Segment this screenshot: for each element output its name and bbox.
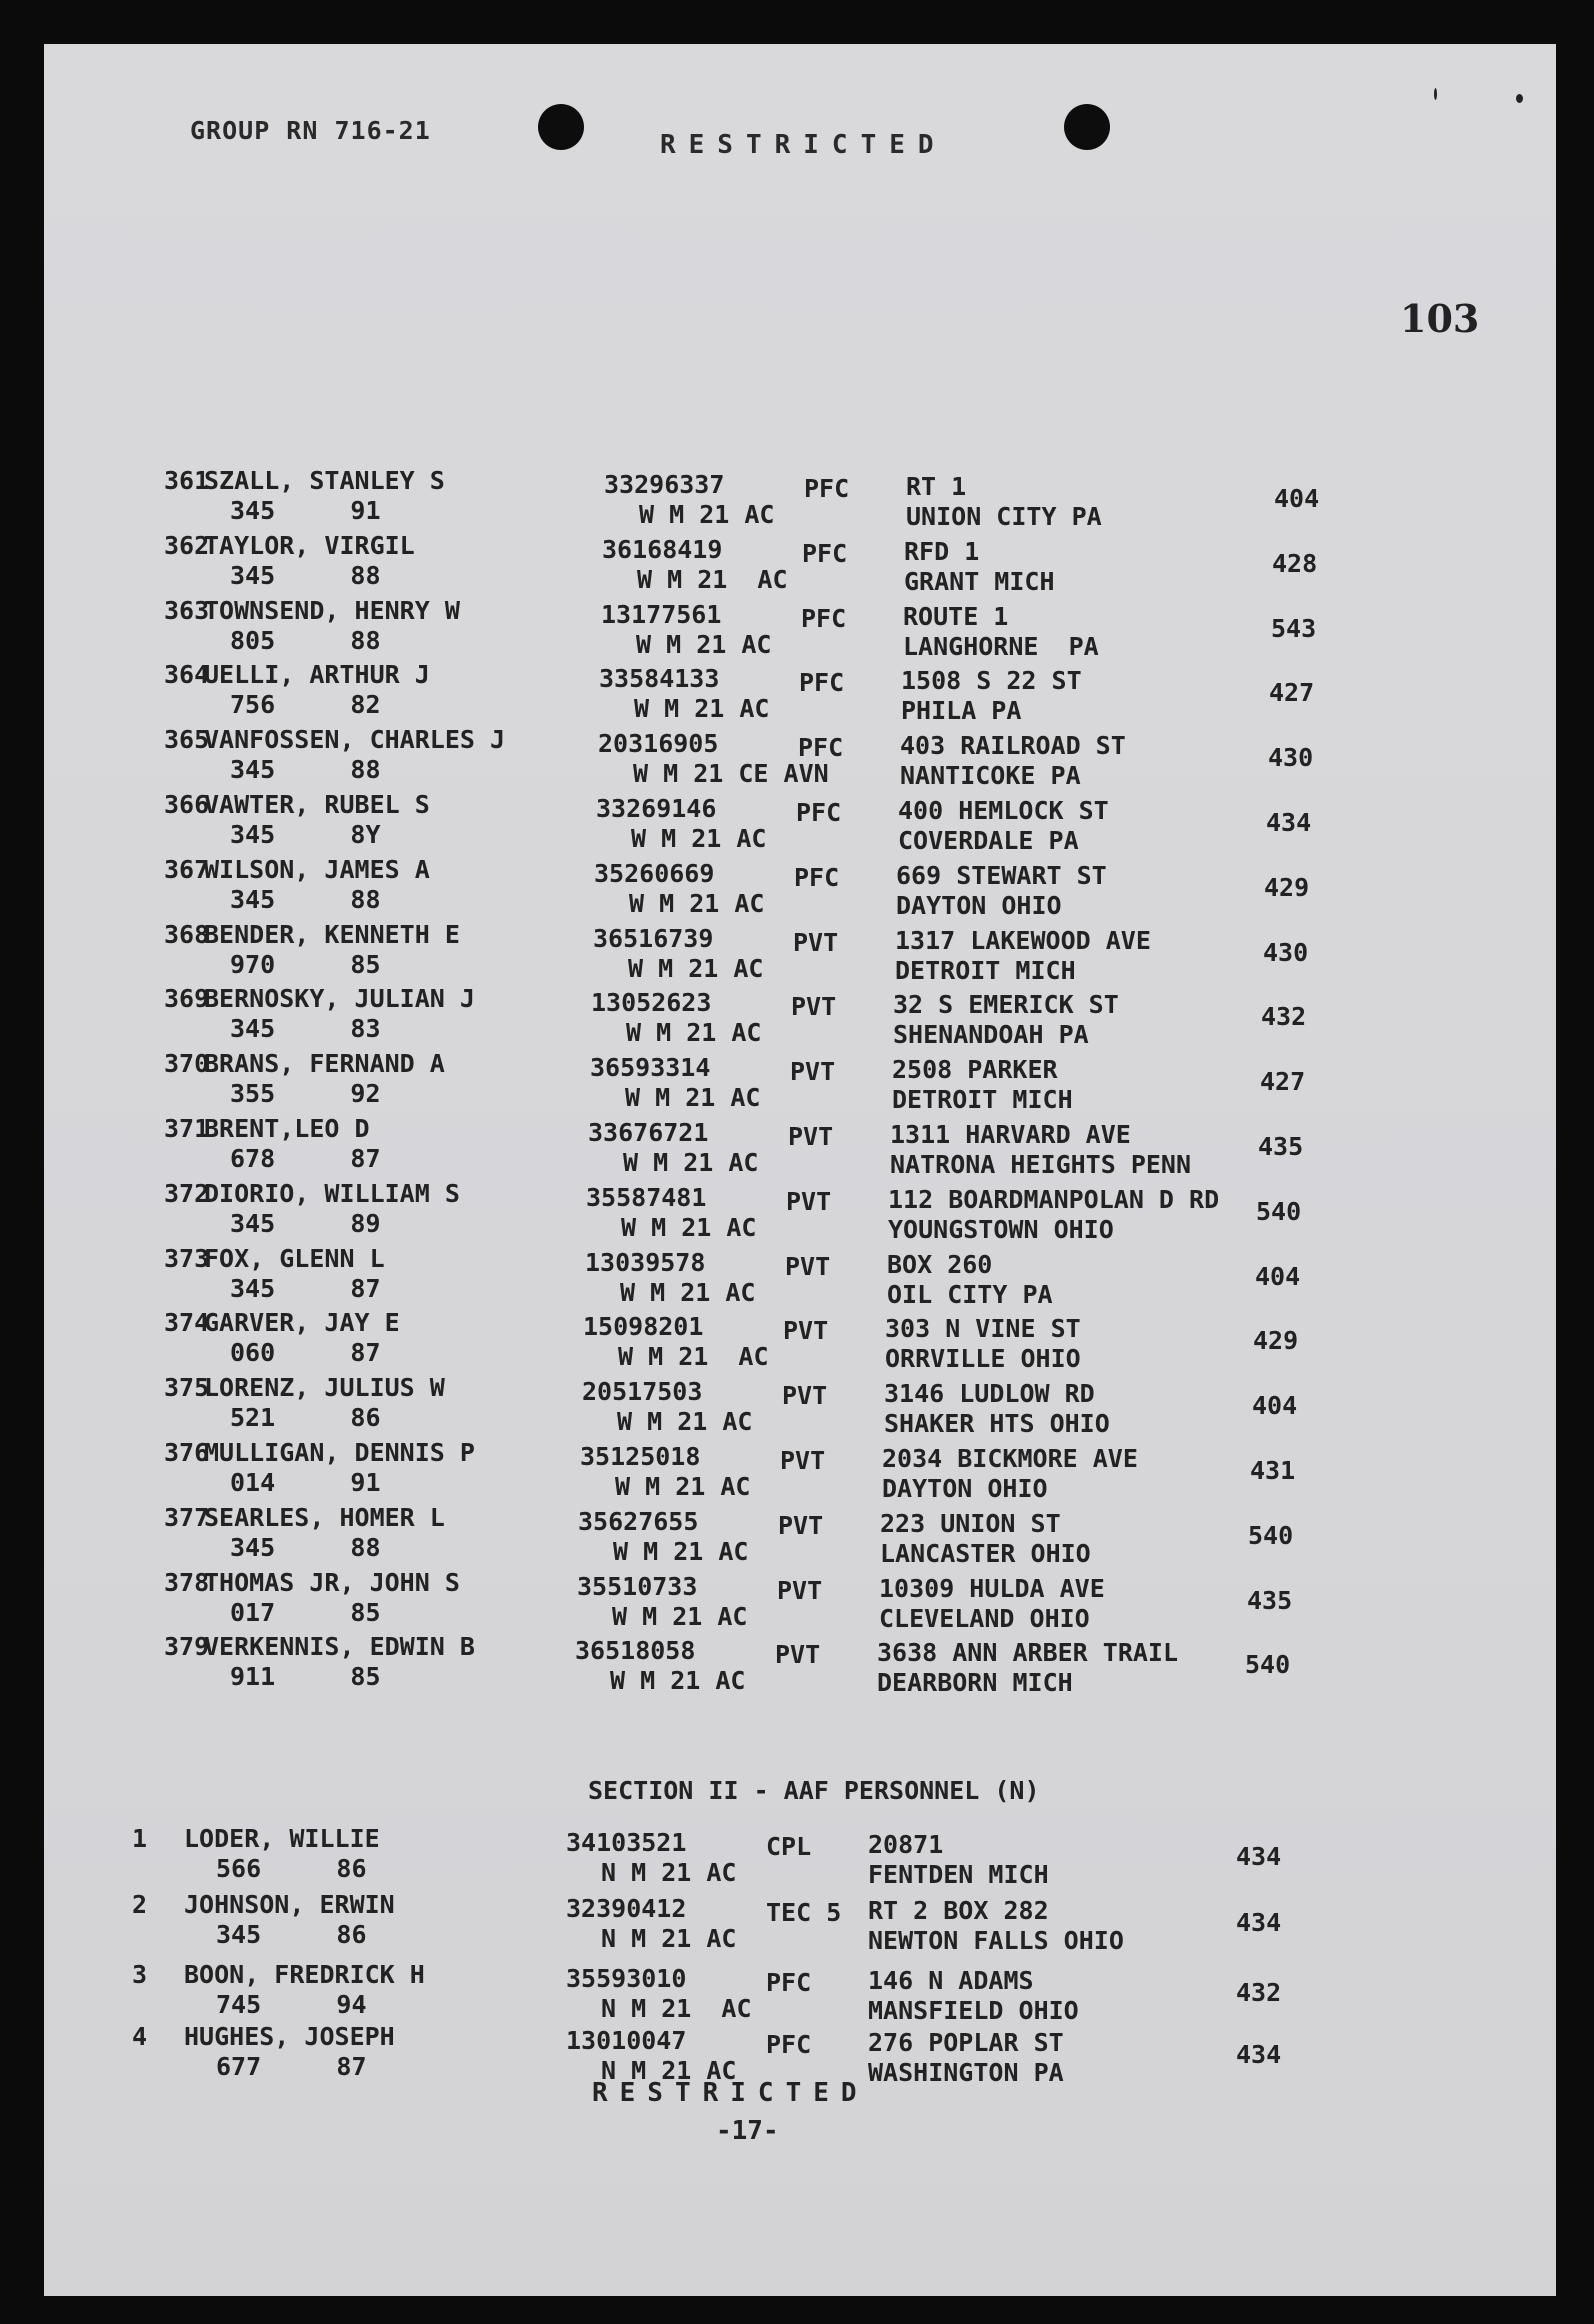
entry-codes: 060 87 <box>230 1338 381 1368</box>
entry-addr2: LANCASTER OHIO <box>880 1538 1091 1568</box>
entry-addr2: SHAKER HTS OHIO <box>884 1409 1110 1439</box>
entry-addr2: LANGHORNE PA <box>903 631 1099 661</box>
entry-addr1: BOX 260 <box>887 1249 993 1279</box>
entry-serial: 35593010 <box>566 1964 687 1993</box>
entry-code2: 427 <box>1269 678 1315 708</box>
entry-addr1: 403 RAILROAD ST <box>900 731 1126 761</box>
section-title: SECTION II - AAF PERSONNEL (N) <box>588 1776 1040 1805</box>
entry-addr2: COVERDALE PA <box>898 826 1079 855</box>
entry-num: 378 <box>164 1567 210 1597</box>
entry-addr2: ORRVILLE OHIO <box>885 1344 1081 1374</box>
classification-footer: RESTRICTED <box>592 2078 869 2108</box>
entry-name: LORENZ, JULIUS W <box>204 1373 445 1403</box>
entry-codes: 345 88 <box>230 884 381 914</box>
entry-grade: PVT <box>783 1316 829 1346</box>
entry-grade: PVT <box>782 1381 828 1411</box>
entry-serial: 33584133 <box>599 664 720 694</box>
entry-addr2: DETROIT MICH <box>895 955 1076 985</box>
entry-codes: 017 85 <box>230 1597 381 1627</box>
entry-branch: W M 21 AC <box>625 1083 761 1113</box>
entry-branch: W M 21 AC <box>610 1666 746 1696</box>
entry-row <box>44 1824 1556 1888</box>
entry-codes: 345 91 <box>230 496 381 525</box>
entry-grade: PVT <box>786 1186 832 1216</box>
entry-addr2: WASHINGTON PA <box>868 2058 1064 2087</box>
entry-code2: 434 <box>1266 808 1312 837</box>
entry-grade: PFC <box>796 798 842 827</box>
entry-branch: W M 21 AC <box>629 888 765 918</box>
entry-name: MULLIGAN, DENNIS P <box>204 1438 475 1467</box>
entry-serial: 33296337 <box>604 470 725 499</box>
punch-hole-left <box>538 104 584 150</box>
entry-name: JOHNSON, ERWIN <box>184 1890 395 1919</box>
entry-codes: 345 88 <box>230 755 381 785</box>
entry-num: 363 <box>164 595 210 625</box>
entry-addr1: 2508 PARKER <box>892 1055 1058 1085</box>
entry-grade: PVT <box>790 1057 836 1087</box>
entry-num: 367 <box>164 854 210 884</box>
entry-row <box>44 725 1556 789</box>
entry-name: DIORIO, WILLIAM S <box>204 1178 460 1208</box>
entry-num: 362 <box>164 530 210 560</box>
entry-name: BERNOSKY, JULIAN J <box>204 984 475 1014</box>
entry-branch: N M 21 AC <box>601 1994 752 2023</box>
entry-addr2: YOUNGSTOWN OHIO <box>888 1214 1114 1244</box>
entry-codes: 677 87 <box>216 2052 367 2081</box>
entry-codes: 911 85 <box>230 1662 381 1692</box>
entry-name: FOX, GLENN L <box>204 1243 385 1273</box>
entry-code2: 430 <box>1263 937 1309 967</box>
entry-row <box>44 790 1556 854</box>
entry-code2: 431 <box>1250 1456 1296 1485</box>
entry-code2: 540 <box>1256 1196 1302 1226</box>
entry-addr1: 1311 HARVARD AVE <box>890 1120 1131 1149</box>
entry-name: LODER, WILLIE <box>184 1824 380 1853</box>
entry-serial: 36593314 <box>590 1053 711 1083</box>
entry-branch: W M 21 AC <box>615 1472 751 1501</box>
entry-codes: 566 86 <box>216 1854 367 1883</box>
entry-code2: 404 <box>1255 1261 1301 1291</box>
entry-name: VAWTER, RUBEL S <box>204 790 430 819</box>
entry-row <box>44 1960 1556 2024</box>
entry-row <box>44 984 1556 1048</box>
entry-addr2: OIL CITY PA <box>887 1279 1053 1309</box>
entry-name: BENDER, KENNETH E <box>204 919 460 949</box>
page-footer-number: -17- <box>716 2116 779 2146</box>
entry-branch: W M 21 AC <box>634 694 770 724</box>
entry-codes: 345 86 <box>216 1920 367 1949</box>
entry-branch: W M 21 AC <box>628 953 764 983</box>
entry-addr2: SHENANDOAH PA <box>893 1020 1089 1050</box>
entry-codes: 678 87 <box>230 1144 381 1173</box>
entry-serial: 36518058 <box>575 1636 696 1666</box>
entry-addr2: DETROIT MICH <box>892 1085 1073 1115</box>
entry-grade: PVT <box>775 1640 821 1670</box>
entry-name: UELLI, ARTHUR J <box>204 660 430 690</box>
entry-code2: 432 <box>1261 1002 1307 1032</box>
entry-serial: 32390412 <box>566 1894 687 1923</box>
entry-grade: PVT <box>788 1122 834 1151</box>
entry-code2: 434 <box>1236 1842 1282 1871</box>
entry-addr2: NATRONA HEIGHTS PENN <box>890 1150 1192 1179</box>
entry-num: 366 <box>164 790 210 819</box>
entry-code2: 404 <box>1252 1391 1298 1421</box>
entry-code2: 432 <box>1236 1978 1282 2007</box>
entry-grade: PFC <box>794 862 840 892</box>
entry-name: BRANS, FERNAND A <box>204 1049 445 1079</box>
entry-branch: W M 21 AC <box>617 1407 753 1437</box>
entry-row <box>44 1308 1556 1372</box>
entry-row <box>44 855 1556 919</box>
entry-name: TAYLOR, VIRGIL <box>204 530 415 560</box>
entry-code2: 434 <box>1236 2040 1282 2069</box>
entry-code2: 543 <box>1271 613 1317 643</box>
entry-branch: W M 21 AC <box>620 1277 756 1307</box>
page-number-stamp: 103 <box>1400 296 1480 341</box>
entry-name: BOON, FREDRICK H <box>184 1960 425 1989</box>
entry-row <box>44 466 1556 530</box>
entry-num: 368 <box>164 919 210 949</box>
entry-codes: 345 88 <box>230 560 381 590</box>
entry-branch: W M 21 AC <box>636 629 772 659</box>
entry-serial: 33269146 <box>596 794 717 823</box>
entry-num: 364 <box>164 660 210 690</box>
entry-code2: 427 <box>1260 1067 1306 1097</box>
entry-serial: 13039578 <box>585 1247 706 1277</box>
entry-row <box>44 1632 1556 1696</box>
entry-num: 372 <box>164 1178 210 1208</box>
entry-addr2: GRANT MICH <box>904 566 1055 596</box>
entry-addr1: 276 POPLAR ST <box>868 2028 1064 2057</box>
entry-grade: PFC <box>766 1968 812 1997</box>
entry-codes: 521 86 <box>230 1403 381 1433</box>
entry-code2: 434 <box>1236 1908 1282 1937</box>
entry-name: VANFOSSEN, CHARLES J <box>204 725 506 755</box>
entry-branch: W M 21 AC <box>621 1212 757 1242</box>
entry-branch: W M 21 AC <box>613 1536 749 1566</box>
entry-name: SEARLES, HOMER L <box>204 1502 445 1532</box>
entry-addr1: 32 S EMERICK ST <box>893 990 1119 1020</box>
entry-codes: 355 92 <box>230 1079 381 1109</box>
entry-addr1: RFD 1 <box>904 536 980 566</box>
entry-num: 2 <box>132 1890 148 1919</box>
entry-num: 371 <box>164 1114 210 1143</box>
entry-addr2: FENTDEN MICH <box>868 1860 1049 1889</box>
entry-num: 376 <box>164 1438 210 1467</box>
entry-addr1: 1508 S 22 ST <box>901 666 1082 696</box>
entry-row <box>44 660 1556 724</box>
entry-name: GARVER, JAY E <box>204 1308 400 1338</box>
entry-serial: 13052623 <box>591 988 712 1018</box>
entry-serial: 20316905 <box>598 729 719 759</box>
entry-branch: W M 21 AC <box>626 1018 762 1048</box>
entry-grade: PVT <box>793 927 839 957</box>
entry-code2: 430 <box>1268 743 1314 773</box>
entry-serial: 35510733 <box>577 1571 698 1601</box>
entry-name: SZALL, STANLEY S <box>204 466 445 495</box>
entry-grade: PFC <box>798 733 844 763</box>
entry-serial: 13010047 <box>566 2026 687 2055</box>
entry-codes: 345 89 <box>230 1208 381 1238</box>
entry-addr1: 2034 BICKMORE AVE <box>882 1444 1138 1473</box>
entry-grade: PVT <box>791 992 837 1022</box>
entry-num: 365 <box>164 725 210 755</box>
entry-num: 369 <box>164 984 210 1014</box>
entry-addr1: 10309 HULDA AVE <box>879 1573 1105 1603</box>
entry-branch: N M 21 AC <box>601 2056 737 2085</box>
entry-addr1: 112 BOARDMANPOLAN D RD <box>888 1184 1220 1214</box>
entry-grade: PVT <box>777 1575 823 1605</box>
entry-codes: 345 87 <box>230 1273 381 1303</box>
entry-num: 375 <box>164 1373 210 1403</box>
entry-grade: PFC <box>799 668 845 698</box>
entry-serial: 35260669 <box>594 858 715 888</box>
entry-addr2: DAYTON OHIO <box>896 890 1062 920</box>
entry-name: VERKENNIS, EDWIN B <box>204 1632 475 1662</box>
entry-serial: 13177561 <box>601 599 722 629</box>
entry-grade: PVT <box>785 1251 831 1281</box>
entry-row <box>44 1373 1556 1437</box>
entry-serial: 36168419 <box>602 534 723 564</box>
entry-codes: 756 82 <box>230 690 381 720</box>
entry-code2: 428 <box>1272 548 1318 578</box>
entry-serial: 36516739 <box>593 923 714 953</box>
entry-code2: 435 <box>1247 1585 1293 1615</box>
entry-name: TOWNSEND, HENRY W <box>204 595 460 625</box>
entry-serial: 35125018 <box>580 1442 701 1471</box>
entry-name: BRENT,LEO D <box>204 1114 370 1143</box>
entry-addr2: MANSFIELD OHIO <box>868 1996 1079 2025</box>
entry-serial: 35587481 <box>586 1182 707 1212</box>
entry-name: THOMAS JR, JOHN S <box>204 1567 460 1597</box>
entry-addr2: PHILA PA <box>901 696 1022 726</box>
entry-addr1: 303 N VINE ST <box>885 1314 1081 1344</box>
entry-code2: 435 <box>1258 1132 1304 1161</box>
document-page <box>44 44 1556 2296</box>
entry-grade: PFC <box>804 474 850 503</box>
entry-serial: 15098201 <box>583 1312 704 1342</box>
entry-addr2: UNION CITY PA <box>906 502 1102 531</box>
entry-row <box>44 1114 1556 1178</box>
entry-addr1: 223 UNION ST <box>880 1508 1061 1538</box>
entry-row <box>44 920 1556 984</box>
entry-addr2: CLEVELAND OHIO <box>879 1603 1090 1633</box>
entry-row <box>44 596 1556 660</box>
entry-branch: W M 21 AC <box>639 500 775 529</box>
entry-num: 374 <box>164 1308 210 1338</box>
entry-row <box>44 1438 1556 1502</box>
entry-num: 1 <box>132 1824 148 1853</box>
entry-codes: 345 88 <box>230 1532 381 1562</box>
entry-codes: 345 8Y <box>230 820 381 849</box>
entry-addr1: RT 1 <box>906 472 967 501</box>
entry-addr1: ROUTE 1 <box>903 601 1009 631</box>
entry-addr1: RT 2 BOX 282 <box>868 1896 1049 1925</box>
entry-addr1: 3146 LUDLOW RD <box>884 1379 1095 1409</box>
entry-addr1: 669 STEWART ST <box>896 860 1107 890</box>
entry-branch: W M 21 CE AVN <box>633 759 829 789</box>
entry-num: 377 <box>164 1502 210 1532</box>
entry-grade: PVT <box>778 1510 824 1540</box>
entry-branch: N M 21 AC <box>601 1858 737 1887</box>
entry-num: 4 <box>132 2022 148 2051</box>
entry-addr2: NANTICOKE PA <box>900 761 1081 791</box>
entry-grade: PFC <box>802 538 848 568</box>
entry-grade: TEC 5 <box>766 1898 842 1927</box>
entry-branch: W M 21 AC <box>637 564 788 594</box>
entry-serial: 34103521 <box>566 1828 687 1857</box>
entry-codes: 345 83 <box>230 1014 381 1044</box>
classification-header: RESTRICTED <box>660 130 947 160</box>
entry-addr1: 146 N ADAMS <box>868 1966 1034 1995</box>
entry-grade: CPL <box>766 1832 812 1861</box>
entry-addr2: NEWTON FALLS OHIO <box>868 1926 1124 1955</box>
entry-addr2: DAYTON OHIO <box>882 1474 1048 1503</box>
entry-grade: PVT <box>780 1446 826 1475</box>
entry-code2: 429 <box>1253 1326 1299 1356</box>
entry-row <box>44 2022 1556 2086</box>
punch-hole-right <box>1064 104 1110 150</box>
entry-num: 361 <box>164 466 210 495</box>
entry-code2: 540 <box>1248 1520 1294 1550</box>
entry-addr1: 400 HEMLOCK ST <box>898 796 1109 825</box>
entry-num: 3 <box>132 1960 148 1989</box>
entry-branch: N M 21 AC <box>601 1924 737 1953</box>
entry-name: HUGHES, JOSEPH <box>184 2022 395 2051</box>
entry-serial: 33676721 <box>588 1118 709 1147</box>
entry-branch: W M 21 AC <box>618 1342 769 1372</box>
entry-row <box>44 531 1556 595</box>
entry-name: WILSON, JAMES A <box>204 854 430 884</box>
entry-addr1: 1317 LAKEWOOD AVE <box>895 925 1151 955</box>
entry-row <box>44 1568 1556 1632</box>
entry-addr2: DEARBORN MICH <box>877 1668 1073 1698</box>
entry-addr1: 20871 <box>868 1830 944 1859</box>
entry-row <box>44 1890 1556 1954</box>
entry-codes: 970 85 <box>230 949 381 979</box>
entry-codes: 014 91 <box>230 1468 381 1497</box>
entry-num: 373 <box>164 1243 210 1273</box>
entry-branch: W M 21 AC <box>612 1601 748 1631</box>
entry-code2: 429 <box>1264 872 1310 902</box>
entry-code2: 404 <box>1274 484 1320 513</box>
entry-num: 370 <box>164 1049 210 1079</box>
entry-code2: 540 <box>1245 1650 1291 1680</box>
group-id: GROUP RN 716-21 <box>190 116 431 145</box>
entry-codes: 805 88 <box>230 625 381 655</box>
entry-addr1: 3638 ANN ARBER TRAIL <box>877 1638 1179 1668</box>
entry-grade: PFC <box>766 2030 812 2059</box>
entry-branch: W M 21 AC <box>631 824 767 853</box>
entry-branch: W M 21 AC <box>623 1148 759 1177</box>
entry-serial: 35627655 <box>578 1506 699 1536</box>
entry-grade: PFC <box>801 603 847 633</box>
entry-row <box>44 1049 1556 1113</box>
entry-row <box>44 1244 1556 1308</box>
entry-codes: 745 94 <box>216 1990 367 2019</box>
entry-row <box>44 1179 1556 1243</box>
entry-num: 379 <box>164 1632 210 1662</box>
entry-row <box>44 1503 1556 1567</box>
entry-serial: 20517503 <box>582 1377 703 1407</box>
